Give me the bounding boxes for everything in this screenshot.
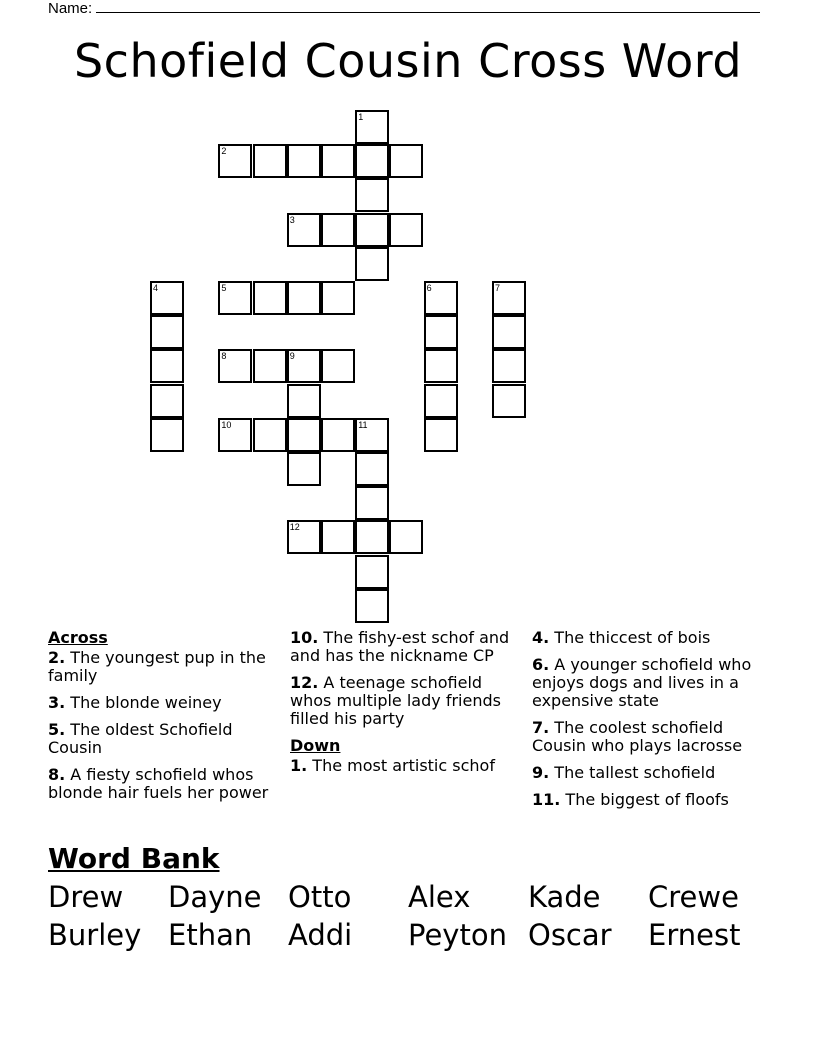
grid-cell[interactable] — [424, 315, 458, 349]
down-clue-list-continued — [532, 629, 768, 809]
grid-cell[interactable] — [424, 349, 458, 383]
grid-cell[interactable] — [321, 349, 355, 383]
grid-cell[interactable] — [492, 315, 526, 349]
word-bank-word: Burley — [48, 918, 142, 952]
clue-item — [290, 757, 526, 775]
grid-cell[interactable] — [287, 452, 321, 486]
clue-item-number: 6. — [532, 655, 550, 674]
clue-item-number: 5. — [48, 720, 66, 739]
clue-item — [48, 721, 284, 757]
word-bank — [48, 880, 788, 952]
word-bank-word: Addi — [288, 918, 353, 952]
grid-cell[interactable] — [355, 418, 389, 452]
clue-item — [48, 649, 284, 685]
grid-cell[interactable] — [287, 349, 321, 383]
clue-item-number: 8. — [48, 765, 66, 784]
clue-number: 2 — [221, 146, 227, 157]
grid-cell[interactable] — [355, 555, 389, 589]
clue-number: 12 — [289, 522, 300, 533]
grid-cell[interactable] — [321, 281, 355, 315]
grid-cell[interactable] — [321, 520, 355, 554]
grid-cell[interactable] — [253, 281, 287, 315]
clue-number: 6 — [426, 283, 432, 293]
word-bank-title: Word Bank — [48, 842, 220, 875]
clue-item-text: The biggest of floofs — [560, 790, 729, 809]
grid-cell[interactable] — [218, 281, 252, 315]
grid-cell[interactable] — [492, 384, 526, 418]
grid-cell[interactable] — [150, 315, 184, 349]
across-clue-list-continued — [290, 629, 526, 728]
grid-cell[interactable] — [321, 213, 355, 247]
word-bank-word: Drew — [48, 880, 124, 914]
clue-number: 4 — [153, 283, 159, 293]
clue-item-text: The oldest Schofield Cousin — [48, 720, 233, 757]
grid-cell[interactable] — [253, 144, 287, 178]
clue-item-number: 10. — [290, 628, 319, 647]
word-bank-word: Otto — [288, 880, 352, 914]
clue-item-number: 11. — [532, 790, 561, 809]
name-label: Name: — [48, 0, 93, 17]
word-bank-word: Crewe — [648, 880, 739, 914]
grid-cell[interactable] — [355, 213, 389, 247]
grid-cell[interactable] — [150, 281, 184, 315]
word-bank-word: Peyton — [408, 918, 507, 952]
clue-item-text: The youngest pup in the family — [48, 648, 266, 685]
grid-cell[interactable] — [424, 384, 458, 418]
grid-cell[interactable] — [355, 486, 389, 520]
down-clue-list — [290, 757, 526, 775]
grid-cell[interactable] — [389, 213, 423, 247]
grid-cell[interactable] — [321, 418, 355, 452]
clue-item-text: A younger schofield who enjoys dogs and lives in a expensive state — [532, 655, 752, 710]
down-heading: Down — [290, 736, 341, 755]
clue-number: 11 — [358, 419, 368, 430]
word-bank-word: Ethan — [168, 918, 253, 952]
grid-cell[interactable] — [218, 349, 252, 383]
clue-item-text: The tallest schofield — [549, 763, 716, 782]
grid-cell[interactable] — [253, 418, 287, 452]
clue-item-number: 3. — [48, 693, 66, 712]
grid-cell[interactable] — [287, 520, 321, 554]
clue-number: 3 — [289, 214, 295, 225]
grid-cell[interactable] — [150, 418, 184, 452]
grid-cell[interactable] — [424, 418, 458, 452]
clue-number: 5 — [221, 283, 227, 293]
word-bank-word: Kade — [528, 880, 601, 914]
grid-cell[interactable] — [355, 520, 389, 554]
clues-column-1 — [48, 629, 284, 811]
clues-column-3 — [532, 629, 768, 818]
clue-item-number: 4. — [532, 628, 550, 647]
grid-cell[interactable] — [287, 281, 321, 315]
clue-item — [532, 656, 768, 710]
clue-number: 7 — [495, 283, 501, 293]
grid-cell[interactable] — [389, 520, 423, 554]
across-clue-list — [48, 649, 284, 802]
grid-cell[interactable] — [287, 418, 321, 452]
grid-cell[interactable] — [253, 349, 287, 383]
grid-cell[interactable] — [150, 384, 184, 418]
grid-cell[interactable] — [218, 144, 252, 178]
grid-cell[interactable] — [150, 349, 184, 383]
grid-cell[interactable] — [424, 281, 458, 315]
clue-item-number: 7. — [532, 718, 550, 737]
clue-number: 10 — [221, 419, 232, 430]
clue-item-text: A teenage schofield whos multiple lady friends filled his party — [290, 673, 501, 728]
page-title: Schofield Cousin Cross Word — [73, 34, 743, 88]
clue-item — [532, 629, 768, 647]
grid-cell[interactable] — [355, 589, 389, 623]
clue-item — [532, 764, 768, 782]
clue-item-number: 12. — [290, 673, 319, 692]
word-bank-word: Alex — [408, 880, 471, 914]
grid-cell[interactable] — [355, 452, 389, 486]
clue-number: 9 — [289, 351, 295, 362]
grid-cell[interactable] — [218, 418, 252, 452]
clue-item-text: The most artistic schof — [307, 756, 495, 775]
word-bank-word: Ernest — [648, 918, 741, 952]
across-heading: Across — [48, 628, 108, 647]
clue-number: 1 — [358, 112, 364, 122]
grid-cell[interactable] — [355, 178, 389, 212]
clue-item-text: The blonde weiney — [65, 693, 222, 712]
clue-item-text: The thiccest of bois — [549, 628, 711, 647]
grid-cell[interactable] — [355, 247, 389, 281]
grid-cell[interactable] — [355, 110, 389, 144]
clue-item — [290, 629, 526, 665]
clue-item-text: The fishy-est schof and and has the nickname CP — [290, 628, 510, 665]
grid-cell[interactable] — [321, 144, 355, 178]
grid-cell[interactable] — [287, 144, 321, 178]
grid-cell[interactable] — [287, 384, 321, 418]
word-bank-word: Oscar — [528, 918, 612, 952]
grid-cell[interactable] — [287, 213, 321, 247]
grid-cell[interactable] — [355, 144, 389, 178]
clue-item-number: 2. — [48, 648, 66, 667]
clue-item — [48, 766, 284, 802]
grid-cell[interactable] — [389, 144, 423, 178]
clue-item-text: A fiesty schofield whos blonde hair fuels her power — [48, 765, 269, 802]
clue-number: 8 — [221, 351, 227, 362]
clue-item — [290, 674, 526, 728]
word-bank-word: Dayne — [168, 880, 262, 914]
clue-item-number: 1. — [290, 756, 308, 775]
clue-item — [48, 694, 284, 712]
clues-column-2 — [290, 629, 526, 784]
clue-item — [532, 791, 768, 809]
grid-cell[interactable] — [492, 349, 526, 383]
clue-item-text: The coolest schofield Cousin who plays lacrosse — [532, 718, 743, 755]
clue-item — [532, 719, 768, 755]
grid-cell[interactable] — [492, 281, 526, 315]
clue-item-number: 9. — [532, 763, 550, 782]
